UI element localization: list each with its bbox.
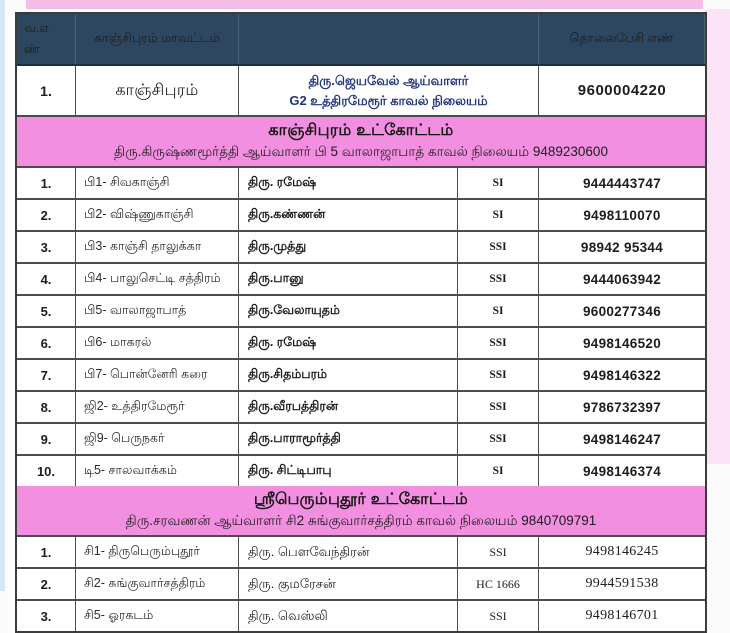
row-phone-number: 9498146374 xyxy=(582,463,662,479)
row-serial: 3. xyxy=(17,601,76,631)
row-phone-number: 9498146322 xyxy=(582,367,662,383)
row-serial: 10. xyxy=(17,456,76,486)
header-empty-col xyxy=(239,14,539,64)
row-station-name: பி2- விஷ்ணுகாஞ்சி xyxy=(76,200,239,230)
row-station-name: பி4- பாலுசெட்டி சத்திரம் xyxy=(76,264,239,294)
row-rank: SSI xyxy=(458,232,539,262)
row-station-name: பி1- சிவகாஞ்சி xyxy=(76,168,239,198)
table-row xyxy=(17,601,705,631)
row-serial: 3. xyxy=(17,232,76,262)
row-phone-number: 9944591538 xyxy=(585,576,659,591)
district-officer xyxy=(239,66,539,115)
row-serial: 4. xyxy=(17,264,76,294)
row-officer-name: திரு.பாராமூர்த்தி xyxy=(239,424,458,454)
district-phone: 9600004220 xyxy=(577,82,667,99)
section-title: ஸ்ரீபெரும்புதூர் உட்கோட்டம் xyxy=(253,491,469,508)
row-phone-number: 9498146520 xyxy=(582,335,662,351)
district-officer-line1: திரு.ஜெயவேல் ஆய்வாளர் xyxy=(308,73,469,88)
row-station-name: சி2- சுங்குவார்சத்திரம் xyxy=(76,569,239,599)
table-row xyxy=(17,456,705,486)
row-station-name: சி5- ஓரகடம் xyxy=(76,601,239,631)
row-station-name: ஜி2- உத்திரமேரூர் xyxy=(76,392,239,422)
table-row xyxy=(17,200,705,232)
header-phone-col: தொலைபேசி எண் xyxy=(539,14,705,64)
row-phone-number: 9498110070 xyxy=(583,207,661,223)
row-serial: 2. xyxy=(17,200,76,230)
table-row xyxy=(17,392,705,424)
row-rank: HC 1666 xyxy=(458,569,539,599)
row-officer-name: திரு. ரமேஷ் xyxy=(239,328,458,358)
row-rank: SSI xyxy=(458,328,539,358)
table-row xyxy=(17,264,705,296)
table-row xyxy=(17,296,705,328)
row-officer-name: திரு.கண்ணன் xyxy=(239,200,458,230)
row-serial: 7. xyxy=(17,360,76,390)
row-serial: 1. xyxy=(17,168,76,198)
row-station-name: பி6- மாகரல் xyxy=(76,328,239,358)
row-phone-number: 9444063942 xyxy=(582,271,662,287)
row-officer-name: திரு. பௌவேந்திரன் xyxy=(239,537,458,567)
row-officer-name: திரு.முத்து xyxy=(239,232,458,262)
row-phone-number: 9498146247 xyxy=(582,431,662,447)
row-station-name: டி5- சாலவாக்கம் xyxy=(76,456,239,486)
table-row xyxy=(17,537,705,569)
row-station-name: பி3- காஞ்சி தாலுக்கா xyxy=(76,232,239,262)
row-phone-number: 9786732397 xyxy=(582,399,662,415)
row-serial: 8. xyxy=(17,392,76,422)
header-serial-line2: ண் xyxy=(24,42,40,57)
police-contact-table xyxy=(15,12,707,633)
row-serial: 2. xyxy=(17,569,76,599)
row-serial: 6. xyxy=(17,328,76,358)
row-serial: 5. xyxy=(17,296,76,326)
section-header-sriperumbudur xyxy=(17,486,705,537)
row-station-name: ஜி9- பெருநகர் xyxy=(76,424,239,454)
row-phone-number: 9600277346 xyxy=(582,303,662,319)
row-officer-name: திரு.சிதம்பரம் xyxy=(239,360,458,390)
table-header-row xyxy=(17,14,705,66)
row-rank: SI xyxy=(458,296,539,326)
row-officer-name: திரு.வேலாயுதம் xyxy=(239,296,458,326)
row-rank: SSI xyxy=(458,537,539,567)
row-officer-name: திரு. ரமேஷ் xyxy=(239,168,458,198)
row-station-name: பி7- பொன்னேரி கரை xyxy=(76,360,239,390)
row-serial: 9. xyxy=(17,424,76,454)
row-officer-name: திரு. குமரேசன் xyxy=(239,569,458,599)
district-name: காஞ்சிபுரம் xyxy=(76,66,239,115)
row-rank: SSI xyxy=(458,601,539,631)
row-serial: 1. xyxy=(17,537,76,567)
row-rank: SSI xyxy=(458,264,539,294)
table-row xyxy=(17,232,705,264)
section-subtitle: திரு.கிருஷ்ணமூர்த்தி ஆய்வாளர் பி 5 வாலாஜாபாத் காவல் நிலையம் 9489230600 xyxy=(114,144,608,159)
section-rows-sriperumbudur xyxy=(17,537,705,631)
section-rows-kanchipuram xyxy=(17,168,705,486)
top-pink-bar xyxy=(26,0,703,9)
section-title: காஞ்சிபுரம் உட்கோட்டம் xyxy=(268,122,454,139)
row-phone-number: 9498146701 xyxy=(585,608,659,623)
row-phone-number: 9498146245 xyxy=(585,544,659,559)
row-station-name: பி5- வாலாஜாபாத் xyxy=(76,296,239,326)
table-row xyxy=(17,360,705,392)
section-subtitle: திரு.சரவணன் ஆய்வாளர் சி2 சுங்குவார்சத்திரம் காவல் நிலையம் 9840709791 xyxy=(125,513,597,528)
district-serial: 1. xyxy=(17,66,76,115)
row-rank: SI xyxy=(458,456,539,486)
header-serial-line1: வ.எ xyxy=(24,21,50,36)
row-officer-name: திரு.வீரபத்திரன் xyxy=(239,392,458,422)
table-row xyxy=(17,168,705,200)
page-left-margin-strip xyxy=(0,0,5,591)
row-officer-name: திரு.பானு xyxy=(239,264,458,294)
header-district-col: காஞ்சிபுரம் மாவட்டம் xyxy=(76,14,239,64)
row-officer-name: திரு. சிட்டிபாபு xyxy=(239,456,458,486)
header-serial-col xyxy=(17,14,76,64)
district-officer-line2: G2 உத்திரமேரூர் காவல் நிலையம் xyxy=(289,92,488,108)
row-rank: SI xyxy=(458,168,539,198)
row-rank: SI xyxy=(458,200,539,230)
table-row xyxy=(17,424,705,456)
row-phone-number: 98942 95344 xyxy=(580,239,664,255)
right-pink-strip xyxy=(705,9,730,464)
row-rank: SSI xyxy=(458,392,539,422)
table-row xyxy=(17,569,705,601)
row-station-name: சி1- திருபெரும்புதூர் xyxy=(76,537,239,567)
row-rank: SSI xyxy=(458,424,539,454)
district-row xyxy=(17,66,705,117)
table-row xyxy=(17,328,705,360)
row-rank: SSI xyxy=(458,360,539,390)
section-header-kanchipuram xyxy=(17,117,705,168)
row-officer-name: திரு. வெஸ்லி xyxy=(239,601,458,631)
row-phone-number: 9444443747 xyxy=(582,175,662,191)
